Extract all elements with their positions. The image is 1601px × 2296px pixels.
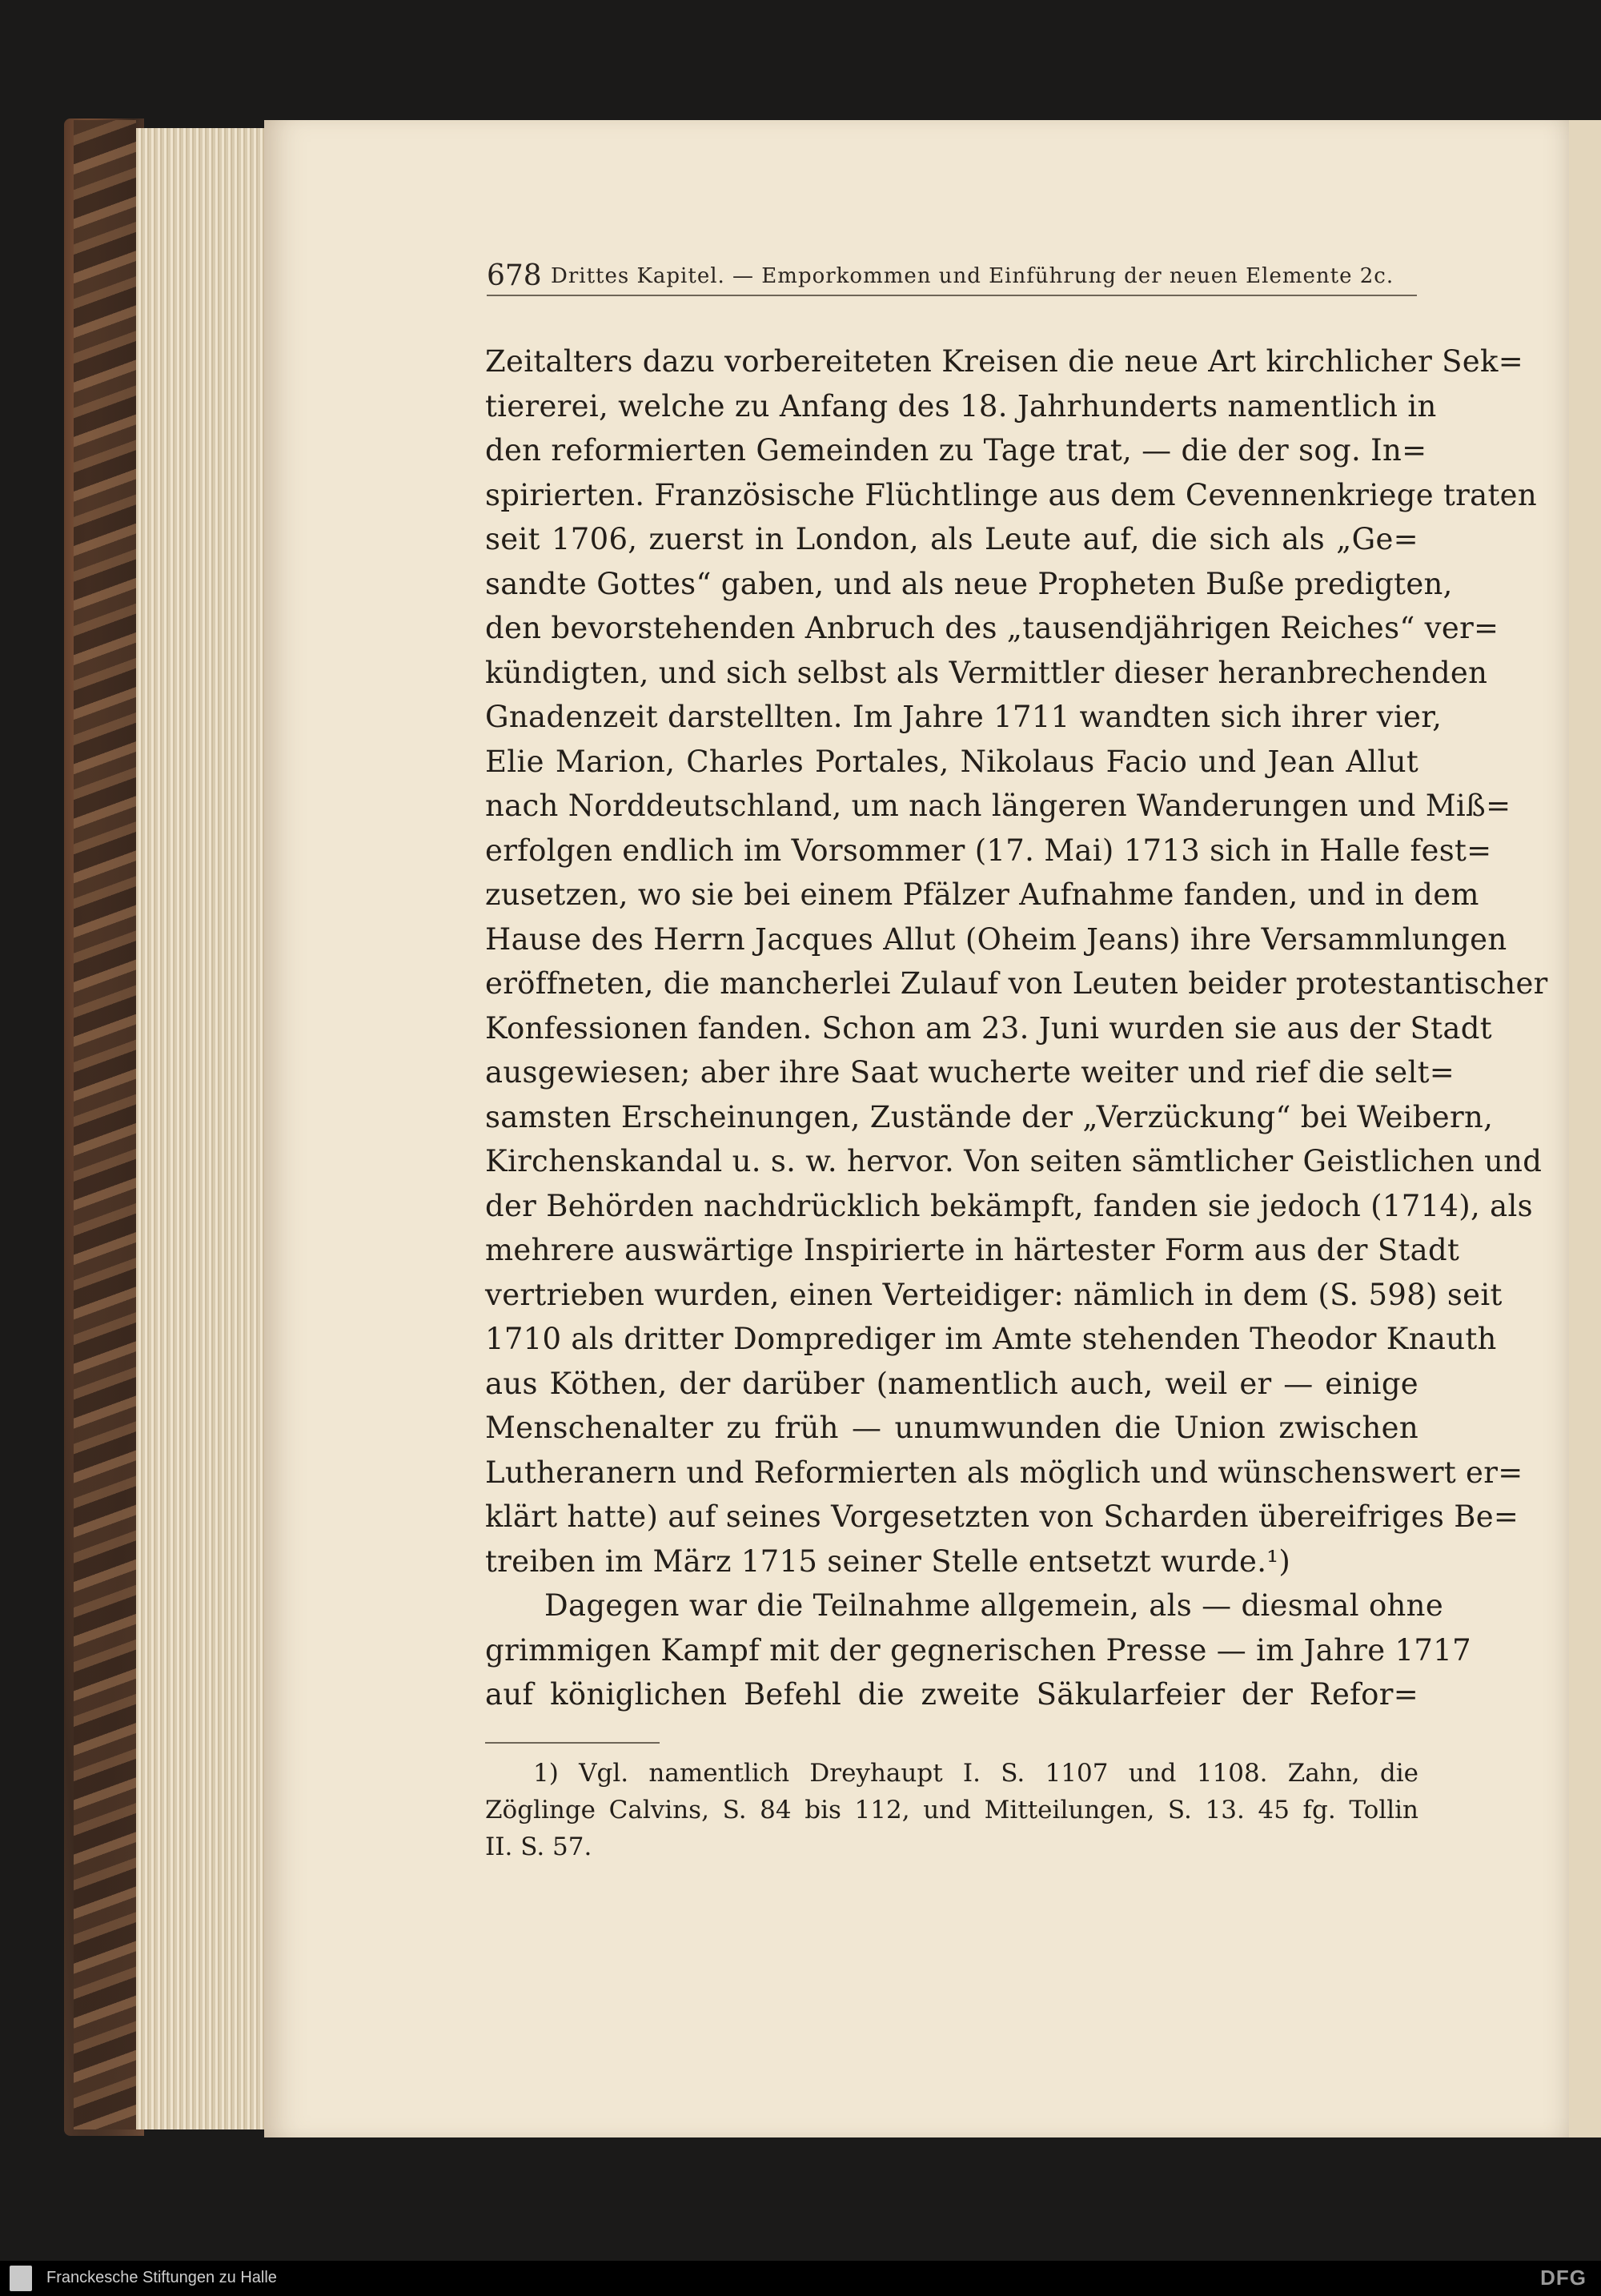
running-title: Drittes Kapitel. — Emporkommen und Einführung der neuen Elemente 2c. xyxy=(551,264,1394,288)
facing-page-edge xyxy=(1569,120,1601,2137)
text-line: der Behörden nachdrücklich bekämpft, fanden sie jedoch (1714), als xyxy=(485,1188,1533,1223)
text-line: seit 1706, zuerst in London, als Leute auf, die sich als „Ge= xyxy=(485,522,1418,556)
text-line: treiben im März 1715 seiner Stelle entsetzt wurde.¹) xyxy=(485,1543,1291,1579)
text-line: sandte Gottes“ gaben, und als neue Propheten Buße predigten, xyxy=(485,566,1453,601)
institution-logo-icon xyxy=(10,2266,32,2291)
text-line: spirierten. Französische Flüchtlinge aus dem Cevennenkriege traten xyxy=(485,477,1538,512)
footnote-rule xyxy=(485,1742,660,1744)
text-line: Zeitalters dazu vorbereiteten Kreisen die neue Art kirchlicher Sek= xyxy=(485,344,1523,379)
dfg-logo: DFG xyxy=(1540,2266,1587,2290)
text-line: kündigten, und sich selbst als Vermittler dieser heranbrechenden xyxy=(485,655,1488,690)
text-line: Dagegen war die Teilnahme allgemein, als — diesmal ohne xyxy=(544,1588,1444,1623)
text-line: tiererei, welche zu Anfang des 18. Jahrhunderts namentlich in xyxy=(485,388,1437,423)
text-line: Menschenalter zu früh — unumwunden die Union zwischen xyxy=(485,1411,1418,1445)
text-line: zusetzen, wo sie bei einem Pfälzer Aufnahme fanden, und in dem xyxy=(485,877,1479,912)
text-line: aus Köthen, der darüber (namentlich auch, weil er — einige xyxy=(485,1366,1418,1401)
viewer-footer-bar xyxy=(0,2261,1601,2296)
text-line: Konfessionen fanden. Schon am 23. Juni wurden sie aus der Stadt xyxy=(485,1010,1492,1046)
text-line: mehrere auswärtige Inspirierte in härtester Form aus der Stadt xyxy=(485,1233,1460,1267)
text-line: ausgewiesen; aber ihre Saat wucherte weiter und rief die selt= xyxy=(485,1055,1455,1090)
text-line: Lutheranern und Reformierten als möglich und wünschenswert er= xyxy=(485,1455,1523,1490)
text-line: eröffneten, die mancherlei Zulauf von Leuten beider protestantischer xyxy=(485,966,1548,1001)
marbled-cover xyxy=(74,120,136,2129)
text-line: Kirchenskandal u. s. w. hervor. Von seiten sämtlicher Geistlichen und xyxy=(485,1144,1543,1178)
body-text xyxy=(485,339,1548,1717)
text-line: 1710 als dritter Domprediger im Amte stehenden Theodor Knauth xyxy=(485,1322,1497,1356)
institution-name: Franckesche Stiftungen zu Halle xyxy=(46,2269,277,2286)
footnotes xyxy=(485,1755,1418,1865)
text-line: grimmigen Kampf mit der gegnerischen Presse — im Jahre 1717 xyxy=(485,1632,1471,1668)
page-number: 678 xyxy=(487,259,542,292)
text-line: klärt hatte) auf seines Vorgesetzten von Scharden übereifriges Be= xyxy=(485,1499,1519,1534)
text-line: auf königlichen Befehl die zweite Säkularfeier der Refor= xyxy=(485,1677,1418,1712)
text-line: Gnadenzeit darstellten. Im Jahre 1711 wandten sich ihrer vier, xyxy=(485,700,1443,734)
text-line: Elie Marion, Charles Portales, Nikolaus Facio und Jean Allut xyxy=(485,744,1418,779)
text-line: Hause des Herrn Jacques Allut (Oheim Jeans) ihre Versammlungen xyxy=(485,921,1507,957)
text-line: den bevorstehenden Anbruch des „tausendjährigen Reiches“ ver= xyxy=(485,611,1499,645)
text-line: samsten Erscheinungen, Zustände der „Verzückung“ bei Weibern, xyxy=(485,1099,1494,1134)
footnote-line: II. S. 57. xyxy=(485,1832,592,1861)
footnote-line: 1) Vgl. namentlich Dreyhaupt I. S. 1107 und 1108. Zahn, die xyxy=(533,1759,1418,1788)
text-line: nach Norddeutschland, um nach längeren Wanderungen und Miß= xyxy=(485,789,1511,823)
text-line: vertrieben wurden, einen Verteidiger: nämlich in dem (S. 598) seit xyxy=(485,1277,1503,1312)
running-header xyxy=(487,259,1417,296)
text-line: erfolgen endlich im Vorsommer (17. Mai) 1713 sich in Halle fest= xyxy=(485,833,1492,868)
text-line: den reformierten Gemeinden zu Tage trat, — die der sog. In= xyxy=(485,433,1427,468)
footnote-line: Zöglinge Calvins, S. 84 bis 112, und Mitteilungen, S. 13. 45 fg. Tollin xyxy=(485,1796,1418,1824)
